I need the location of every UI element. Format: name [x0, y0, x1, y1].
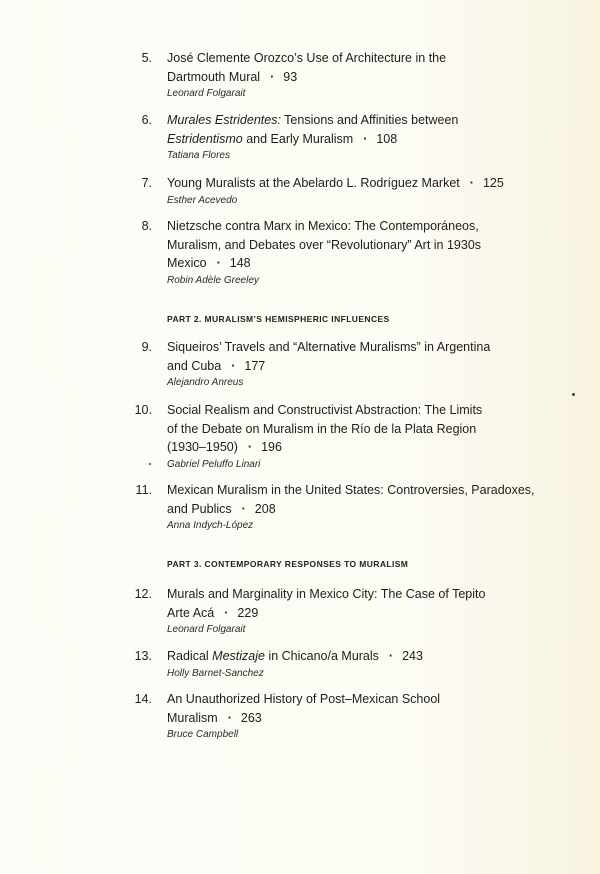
page-number: 196: [261, 440, 282, 454]
chapter-title-line: and Early Muralism: [242, 131, 354, 146]
chapter-number: 7.: [141, 176, 152, 190]
chapter-author: Alejandro Anreus: [167, 377, 244, 388]
chapter-title-line: Nietzsche contra Marx in Mexico: The Contemporáneos,: [167, 219, 479, 233]
chapter-title-line: in Chicano/a Murals: [264, 649, 379, 663]
chapter-title-line: An Unauthorized History of Post–Mexican School: [167, 692, 441, 706]
separator-dot: ·: [224, 605, 229, 620]
chapter-title-line: Arte Acá: [167, 605, 215, 620]
page-number: 108: [376, 131, 398, 146]
chapter-title-line: Muralism, and Debates over “Revolutionary” Art in 1930s: [167, 237, 482, 252]
separator-dot: ·: [247, 440, 253, 454]
chapter-title-line: Mexico: [167, 256, 207, 270]
chapter-author: Robin Adèle Greeley: [167, 274, 259, 286]
chapter-title-line: and Cuba: [167, 358, 222, 373]
separator-dot: ·: [363, 131, 368, 146]
chapter-author: Bruce Campbell: [167, 729, 239, 740]
chapter-title-line: Murals and Marginality in Mexico City: The Case of Tepito: [167, 587, 486, 601]
chapter-author: Anna Indych-López: [167, 520, 254, 531]
part-2-heading: PART 2. MURALISM’S HEMISPHERIC INFLUENCES: [167, 314, 390, 324]
chapter-title-line: of the Debate on Muralism in the Río de la Plata Region: [167, 421, 477, 436]
chapter-title-line: Social Realism and Constructivist Abstraction: The Limits: [167, 403, 483, 417]
separator-dot: ·: [216, 256, 221, 270]
page-number: 177: [244, 358, 266, 373]
page-number: 125: [482, 176, 504, 190]
page-number: 148: [229, 256, 251, 270]
chapter-title-line: Dartmouth Mural: [167, 69, 261, 84]
page-number: 229: [237, 605, 259, 620]
chapter-author: Esther Acevedo: [167, 194, 238, 206]
chapter-author: Leonard Folgarait: [167, 624, 246, 635]
part-3-heading: PART 3. CONTEMPORARY RESPONSES TO MURALISM: [167, 559, 409, 569]
separator-dot: ·: [469, 176, 474, 190]
chapter-title-line: Young Muralists at the Abelardo L. Rodríguez Market: [167, 176, 460, 190]
chapter-number: 11.: [135, 483, 152, 497]
chapter-number: 8.: [141, 219, 152, 233]
chapter-author: Tatiana Flores: [167, 150, 230, 161]
page-number: 243: [402, 649, 423, 663]
chapter-title-line: (1930–1950): [167, 440, 238, 454]
chapter-number: 12.: [134, 587, 152, 601]
chapter-title-line: Siqueiros’ Travels and “Alternative Muralisms” in Argentina: [167, 340, 491, 354]
scan-speck: [572, 393, 575, 396]
chapter-number: 9.: [141, 340, 152, 354]
page-number: 263: [240, 710, 262, 725]
chapter-title-italic: Murales Estridentes:: [167, 113, 281, 127]
separator-dot: ·: [227, 710, 232, 725]
chapter-title-italic: Mestizaje: [212, 649, 265, 663]
chapter-title-line: José Clemente Orozco’s Use of Architecture in the: [167, 51, 447, 65]
chapter-number: 5.: [141, 51, 152, 65]
separator-dot: ·: [241, 501, 246, 516]
chapter-number: 14.: [134, 692, 152, 706]
chapter-title-line: Tensions and Affinities between: [280, 113, 459, 127]
chapter-title-italic: Estridentismo: [167, 131, 243, 146]
page-number: 208: [254, 501, 276, 516]
chapter-title-line: Muralism: [167, 710, 218, 725]
chapter-number: 13.: [134, 649, 152, 663]
chapter-number: 6.: [141, 113, 152, 127]
separator-dot: ·: [231, 358, 236, 373]
page-number: 93: [283, 69, 298, 84]
chapter-title-line: Radical: [167, 649, 213, 663]
chapter-title-line: Mexican Muralism in the United States: Controversies, Paradoxes,: [167, 483, 535, 497]
chapter-number: 10.: [134, 403, 152, 417]
scan-speck: [149, 463, 151, 465]
separator-dot: ·: [270, 69, 275, 84]
chapter-title-line: and Publics: [167, 501, 232, 516]
chapter-author: Leonard Folgarait: [167, 88, 246, 99]
chapter-author: Holly Barnet-Sanchez: [167, 667, 264, 679]
separator-dot: ·: [388, 649, 394, 663]
chapter-author: Gabriel Peluffo Linari: [167, 458, 261, 470]
